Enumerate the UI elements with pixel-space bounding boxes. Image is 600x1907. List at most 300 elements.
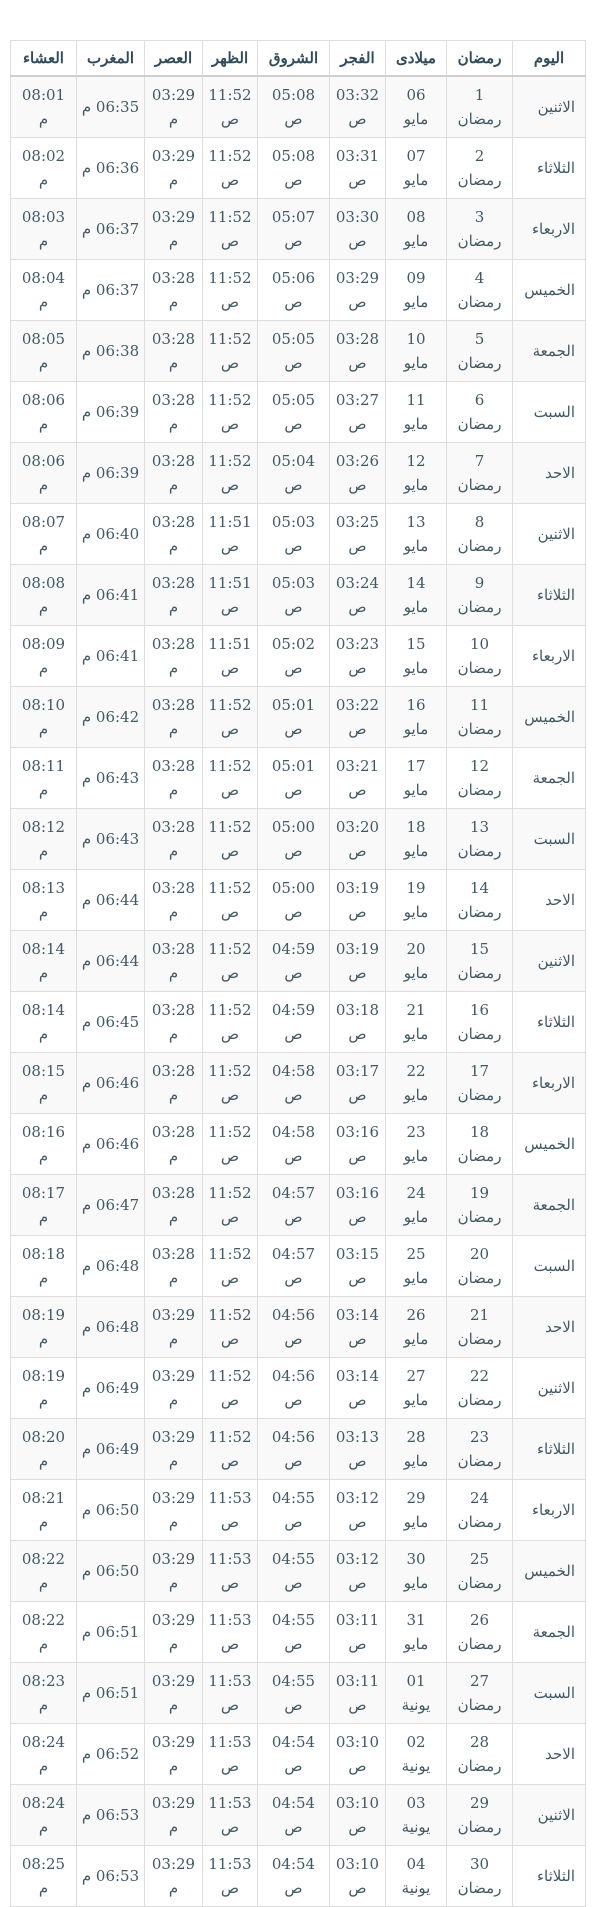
asr-time-cell — [145, 1602, 203, 1663]
asr-time-cell — [145, 1480, 203, 1541]
gregorian-cell — [386, 443, 447, 504]
fajr-time: 03:10 — [335, 1733, 380, 1751]
dhuhr-time-cell — [203, 1846, 258, 1907]
header-gregorian: ميلادى — [386, 41, 447, 77]
gregorian-cell — [386, 870, 447, 931]
fajr-time-cell — [330, 1602, 386, 1663]
gregorian-month: مايو — [403, 1635, 429, 1653]
maghrib-time: 06:49 م — [81, 1440, 140, 1458]
asr-time-cell — [145, 1236, 203, 1297]
maghrib-cell — [77, 1541, 145, 1602]
gregorian-cell — [386, 992, 447, 1053]
fajr-time-cell — [330, 1114, 386, 1175]
ramadan-cell — [447, 1297, 513, 1358]
fajr-time: 03:31 — [335, 147, 380, 165]
fajr-time-period: ص — [348, 781, 367, 799]
fajr-time: 03:24 — [335, 574, 380, 592]
table-row — [11, 1541, 586, 1602]
gregorian-day: 20 — [406, 940, 426, 958]
asr-time: 03:28 — [151, 452, 196, 470]
ramadan-label: رمضان — [457, 232, 502, 250]
dhuhr-time-period: ص — [220, 232, 240, 250]
asr-time: 03:28 — [151, 1245, 196, 1263]
fajr-time-cell — [330, 260, 386, 321]
dhuhr-time-cell — [203, 504, 258, 565]
asr-time-period: م — [168, 415, 179, 433]
day-cell: الاثنين — [513, 1785, 586, 1846]
shuruq-time-period: ص — [284, 354, 303, 372]
isha-time: 08:24 — [21, 1733, 66, 1751]
asr-time-cell — [145, 565, 203, 626]
gregorian-month: مايو — [403, 1086, 429, 1104]
dhuhr-time: 11:52 — [208, 696, 252, 714]
fajr-time-cell — [330, 687, 386, 748]
fajr-time: 03:16 — [335, 1123, 380, 1141]
shuruq-time: 05:06 — [271, 269, 316, 287]
ramadan-cell — [447, 1846, 513, 1907]
ramadan-day-number: 28 — [469, 1733, 490, 1751]
maghrib-cell — [77, 1297, 145, 1358]
table-row — [11, 1175, 586, 1236]
shuruq-time-period: ص — [284, 1879, 303, 1897]
ramadan-cell — [447, 382, 513, 443]
dhuhr-time-period: ص — [220, 1391, 240, 1409]
ramadan-label: رمضان — [457, 964, 502, 982]
gregorian-month: مايو — [403, 1452, 429, 1470]
dhuhr-time-cell — [203, 931, 258, 992]
shuruq-time: 05:03 — [271, 513, 316, 531]
isha-time: 08:08 — [21, 574, 66, 592]
dhuhr-time: 11:52 — [208, 269, 252, 287]
shuruq-time-period: ص — [284, 598, 303, 616]
gregorian-month: يونية — [401, 1757, 431, 1775]
gregorian-month: مايو — [403, 232, 429, 250]
isha-time-period: م — [38, 598, 49, 616]
ramadan-day-number: 2 — [474, 147, 485, 165]
day-cell: الاثنين — [513, 504, 586, 565]
shuruq-time: 05:00 — [271, 818, 316, 836]
isha-time-period: م — [38, 293, 49, 311]
fajr-time-cell — [330, 1419, 386, 1480]
fajr-time: 03:26 — [335, 452, 380, 470]
dhuhr-time-period: ص — [220, 1208, 240, 1226]
gregorian-day: 02 — [406, 1733, 426, 1751]
fajr-time-cell — [330, 1785, 386, 1846]
day-cell: الاربعاء — [513, 1480, 586, 1541]
ramadan-day-number: 16 — [469, 1001, 490, 1019]
asr-time-cell — [145, 1663, 203, 1724]
dhuhr-time-period: ص — [220, 171, 240, 189]
maghrib-time: 06:45 م — [81, 1013, 140, 1031]
gregorian-month: مايو — [403, 903, 429, 921]
fajr-time-period: ص — [348, 232, 367, 250]
isha-cell — [11, 1358, 77, 1419]
day-cell: الثلاثاء — [513, 1419, 586, 1480]
gregorian-cell — [386, 1602, 447, 1663]
maghrib-time: 06:46 م — [81, 1074, 140, 1092]
ramadan-day-number: 4 — [474, 269, 485, 287]
shuruq-time-period: ص — [284, 537, 303, 555]
asr-time-period: م — [168, 1147, 179, 1165]
shuruq-time-period: ص — [284, 1208, 303, 1226]
maghrib-time: 06:39 م — [81, 403, 140, 421]
fajr-time-period: ص — [348, 1025, 367, 1043]
gregorian-month: مايو — [403, 1574, 429, 1592]
dhuhr-time-period: ص — [220, 1696, 240, 1714]
fajr-time: 03:18 — [335, 1001, 380, 1019]
ramadan-day-number: 19 — [469, 1184, 490, 1202]
fajr-time-period: ص — [348, 1086, 367, 1104]
fajr-time-period: ص — [348, 964, 367, 982]
ramadan-day-number: 10 — [469, 635, 490, 653]
maghrib-cell — [77, 1236, 145, 1297]
ramadan-label: رمضان — [457, 293, 502, 311]
maghrib-cell — [77, 626, 145, 687]
shuruq-time-cell — [258, 1663, 330, 1724]
gregorian-month: مايو — [403, 781, 429, 799]
isha-time: 08:14 — [21, 1001, 66, 1019]
isha-time-period: م — [38, 476, 49, 494]
dhuhr-time-cell — [203, 748, 258, 809]
dhuhr-time: 11:53 — [208, 1611, 252, 1629]
shuruq-time: 04:54 — [271, 1855, 316, 1873]
ramadan-cell — [447, 565, 513, 626]
asr-time-cell — [145, 748, 203, 809]
dhuhr-time-cell — [203, 1175, 258, 1236]
fajr-time: 03:19 — [335, 879, 380, 897]
fajr-time: 03:11 — [335, 1672, 380, 1690]
dhuhr-time: 11:52 — [208, 818, 252, 836]
gregorian-day: 14 — [406, 574, 426, 592]
asr-time-cell — [145, 1297, 203, 1358]
table-row — [11, 382, 586, 443]
ramadan-cell — [447, 1175, 513, 1236]
shuruq-time-period: ص — [284, 1696, 303, 1714]
isha-time-period: م — [38, 720, 49, 738]
gregorian-day: 26 — [406, 1306, 426, 1324]
gregorian-cell — [386, 1297, 447, 1358]
dhuhr-time-period: ص — [220, 1879, 240, 1897]
day-cell: الجمعة — [513, 1175, 586, 1236]
maghrib-cell — [77, 260, 145, 321]
ramadan-day-number: 23 — [469, 1428, 490, 1446]
dhuhr-time-cell — [203, 1663, 258, 1724]
dhuhr-time-cell — [203, 1785, 258, 1846]
asr-time-cell — [145, 1724, 203, 1785]
dhuhr-time: 11:52 — [208, 1062, 252, 1080]
isha-time-period: م — [38, 659, 49, 677]
fajr-time-period: ص — [348, 1635, 367, 1653]
ramadan-label: رمضان — [457, 415, 502, 433]
dhuhr-time: 11:53 — [208, 1733, 252, 1751]
isha-time: 08:03 — [21, 208, 66, 226]
ramadan-label: رمضان — [457, 1452, 502, 1470]
gregorian-month: مايو — [403, 293, 429, 311]
ramadan-cell — [447, 443, 513, 504]
fajr-time-cell — [330, 76, 386, 138]
day-cell: السبت — [513, 382, 586, 443]
gregorian-month: مايو — [403, 720, 429, 738]
dhuhr-time: 11:52 — [208, 1428, 252, 1446]
dhuhr-time-period: ص — [220, 476, 240, 494]
shuruq-time-cell — [258, 199, 330, 260]
gregorian-cell — [386, 1846, 447, 1907]
isha-cell — [11, 809, 77, 870]
fajr-time: 03:25 — [335, 513, 380, 531]
shuruq-time-cell — [258, 76, 330, 138]
asr-time-period: م — [168, 1025, 179, 1043]
dhuhr-time-period: ص — [220, 903, 240, 921]
isha-time: 08:19 — [21, 1306, 66, 1324]
fajr-time: 03:17 — [335, 1062, 380, 1080]
fajr-time: 03:29 — [335, 269, 380, 287]
isha-cell — [11, 1419, 77, 1480]
fajr-time-cell — [330, 1236, 386, 1297]
shuruq-time: 04:55 — [271, 1672, 316, 1690]
asr-time: 03:28 — [151, 574, 196, 592]
fajr-time-period: ص — [348, 1452, 367, 1470]
ramadan-cell — [447, 1480, 513, 1541]
ramadan-label: رمضان — [457, 171, 502, 189]
maghrib-cell — [77, 687, 145, 748]
ramadan-label: رمضان — [457, 1818, 502, 1836]
dhuhr-time: 11:52 — [208, 879, 252, 897]
ramadan-day-number: 14 — [469, 879, 490, 897]
isha-time-period: م — [38, 354, 49, 372]
ramadan-label: رمضان — [457, 1208, 502, 1226]
day-cell: الثلاثاء — [513, 138, 586, 199]
day-cell: الثلاثاء — [513, 565, 586, 626]
ramadan-cell — [447, 1053, 513, 1114]
dhuhr-time-period: ص — [220, 1025, 240, 1043]
gregorian-cell — [386, 321, 447, 382]
isha-time: 08:09 — [21, 635, 66, 653]
asr-time-period: م — [168, 964, 179, 982]
gregorian-month: مايو — [403, 1513, 429, 1531]
ramadan-day-number: 7 — [474, 452, 485, 470]
dhuhr-time: 11:52 — [208, 1306, 252, 1324]
dhuhr-time-period: ص — [220, 110, 240, 128]
ramadan-cell — [447, 1785, 513, 1846]
ramadan-day-number: 29 — [469, 1794, 490, 1812]
asr-time: 03:29 — [151, 1367, 196, 1385]
shuruq-time-cell — [258, 382, 330, 443]
prayer-times-container — [11, 40, 586, 1907]
table-row — [11, 1358, 586, 1419]
ramadan-label: رمضان — [457, 842, 502, 860]
gregorian-day: 12 — [406, 452, 426, 470]
table-row — [11, 626, 586, 687]
fajr-time: 03:12 — [335, 1550, 380, 1568]
gregorian-month: مايو — [403, 1147, 429, 1165]
gregorian-day: 01 — [406, 1672, 426, 1690]
asr-time-period: م — [168, 842, 179, 860]
dhuhr-time: 11:53 — [208, 1550, 252, 1568]
shuruq-time: 05:02 — [271, 635, 316, 653]
maghrib-cell — [77, 138, 145, 199]
asr-time: 03:28 — [151, 391, 196, 409]
gregorian-month: مايو — [403, 1208, 429, 1226]
day-cell: الثلاثاء — [513, 1846, 586, 1907]
isha-time: 08:01 — [21, 86, 66, 104]
fajr-time-period: ص — [348, 903, 367, 921]
isha-time-period: م — [38, 415, 49, 433]
dhuhr-time-cell — [203, 1602, 258, 1663]
table-body — [11, 76, 586, 1907]
fajr-time: 03:14 — [335, 1306, 380, 1324]
table-row — [11, 748, 586, 809]
gregorian-day: 11 — [406, 391, 426, 409]
table-row — [11, 443, 586, 504]
dhuhr-time: 11:53 — [208, 1794, 252, 1812]
maghrib-cell — [77, 1358, 145, 1419]
fajr-time-period: ص — [348, 1757, 367, 1775]
prayer-times-table — [10, 40, 586, 1907]
dhuhr-time-cell — [203, 1541, 258, 1602]
isha-time-period: م — [38, 964, 49, 982]
shuruq-time-period: ص — [284, 1086, 303, 1104]
dhuhr-time: 11:52 — [208, 757, 252, 775]
table-row — [11, 199, 586, 260]
maghrib-time: 06:36 م — [81, 159, 140, 177]
asr-time-cell — [145, 931, 203, 992]
asr-time: 03:28 — [151, 940, 196, 958]
day-cell: الخميس — [513, 1541, 586, 1602]
fajr-time: 03:11 — [335, 1611, 380, 1629]
ramadan-label: رمضان — [457, 1879, 502, 1897]
shuruq-time-period: ص — [284, 171, 303, 189]
ramadan-cell — [447, 321, 513, 382]
ramadan-cell — [447, 1358, 513, 1419]
shuruq-time-cell — [258, 1785, 330, 1846]
ramadan-day-number: 12 — [469, 757, 490, 775]
fajr-time: 03:22 — [335, 696, 380, 714]
table-row — [11, 76, 586, 138]
ramadan-label: رمضان — [457, 1757, 502, 1775]
maghrib-time: 06:40 م — [81, 525, 140, 543]
isha-cell — [11, 199, 77, 260]
gregorian-day: 10 — [406, 330, 426, 348]
dhuhr-time-period: ص — [220, 354, 240, 372]
shuruq-time-cell — [258, 1724, 330, 1785]
asr-time-period: م — [168, 903, 179, 921]
fajr-time-cell — [330, 626, 386, 687]
fajr-time-period: ص — [348, 598, 367, 616]
fajr-time-cell — [330, 504, 386, 565]
shuruq-time: 04:58 — [271, 1062, 316, 1080]
fajr-time-cell — [330, 1297, 386, 1358]
asr-time-cell — [145, 870, 203, 931]
shuruq-time-cell — [258, 1053, 330, 1114]
maghrib-cell — [77, 1114, 145, 1175]
asr-time: 03:28 — [151, 757, 196, 775]
isha-cell — [11, 1053, 77, 1114]
asr-time-cell — [145, 260, 203, 321]
day-cell: الاثنين — [513, 1358, 586, 1419]
asr-time-period: م — [168, 1696, 179, 1714]
gregorian-cell — [386, 382, 447, 443]
maghrib-time: 06:51 م — [81, 1623, 140, 1641]
isha-cell — [11, 565, 77, 626]
maghrib-cell — [77, 504, 145, 565]
dhuhr-time-cell — [203, 260, 258, 321]
asr-time-cell — [145, 992, 203, 1053]
asr-time-period: م — [168, 1452, 179, 1470]
isha-cell — [11, 382, 77, 443]
fajr-time-period: ص — [348, 293, 367, 311]
isha-time: 08:17 — [21, 1184, 66, 1202]
asr-time-cell — [145, 626, 203, 687]
shuruq-time-period: ص — [284, 1391, 303, 1409]
asr-time: 03:29 — [151, 1794, 196, 1812]
gregorian-cell — [386, 138, 447, 199]
fajr-time-cell — [330, 1358, 386, 1419]
maghrib-time: 06:48 م — [81, 1257, 140, 1275]
fajr-time-period: ص — [348, 171, 367, 189]
asr-time: 03:29 — [151, 1611, 196, 1629]
dhuhr-time: 11:52 — [208, 1184, 252, 1202]
dhuhr-time-period: ص — [220, 1574, 240, 1592]
dhuhr-time-cell — [203, 138, 258, 199]
asr-time: 03:29 — [151, 147, 196, 165]
dhuhr-time-period: ص — [220, 659, 240, 677]
ramadan-day-number: 3 — [474, 208, 485, 226]
ramadan-label: رمضان — [457, 354, 502, 372]
gregorian-month: مايو — [403, 415, 429, 433]
shuruq-time-cell — [258, 504, 330, 565]
gregorian-month: مايو — [403, 171, 429, 189]
isha-time: 08:06 — [21, 452, 66, 470]
asr-time-period: م — [168, 1330, 179, 1348]
dhuhr-time: 11:52 — [208, 147, 252, 165]
fajr-time-cell — [330, 565, 386, 626]
fajr-time: 03:10 — [335, 1855, 380, 1873]
ramadan-label: رمضان — [457, 1513, 502, 1531]
shuruq-time: 04:56 — [271, 1367, 316, 1385]
maghrib-cell — [77, 1663, 145, 1724]
isha-time: 08:19 — [21, 1367, 66, 1385]
isha-cell — [11, 1785, 77, 1846]
asr-time-period: م — [168, 598, 179, 616]
gregorian-month: مايو — [403, 1391, 429, 1409]
maghrib-time: 06:52 م — [81, 1745, 140, 1763]
isha-time-period: م — [38, 1025, 49, 1043]
dhuhr-time-period: ص — [220, 781, 240, 799]
shuruq-time: 05:05 — [271, 391, 316, 409]
shuruq-time-period: ص — [284, 1635, 303, 1653]
ramadan-day-number: 15 — [469, 940, 490, 958]
isha-time-period: م — [38, 903, 49, 921]
gregorian-cell — [386, 565, 447, 626]
dhuhr-time-cell — [203, 382, 258, 443]
gregorian-day: 07 — [406, 147, 426, 165]
asr-time-cell — [145, 382, 203, 443]
ramadan-day-number: 22 — [469, 1367, 490, 1385]
dhuhr-time-cell — [203, 1724, 258, 1785]
shuruq-time-period: ص — [284, 415, 303, 433]
isha-cell — [11, 1663, 77, 1724]
table-row — [11, 687, 586, 748]
isha-cell — [11, 992, 77, 1053]
asr-time: 03:28 — [151, 1062, 196, 1080]
gregorian-cell — [386, 1114, 447, 1175]
maghrib-time: 06:51 م — [81, 1684, 140, 1702]
maghrib-time: 06:43 م — [81, 830, 140, 848]
isha-cell — [11, 138, 77, 199]
isha-time: 08:23 — [21, 1672, 66, 1690]
gregorian-day: 09 — [406, 269, 426, 287]
asr-time-cell — [145, 199, 203, 260]
